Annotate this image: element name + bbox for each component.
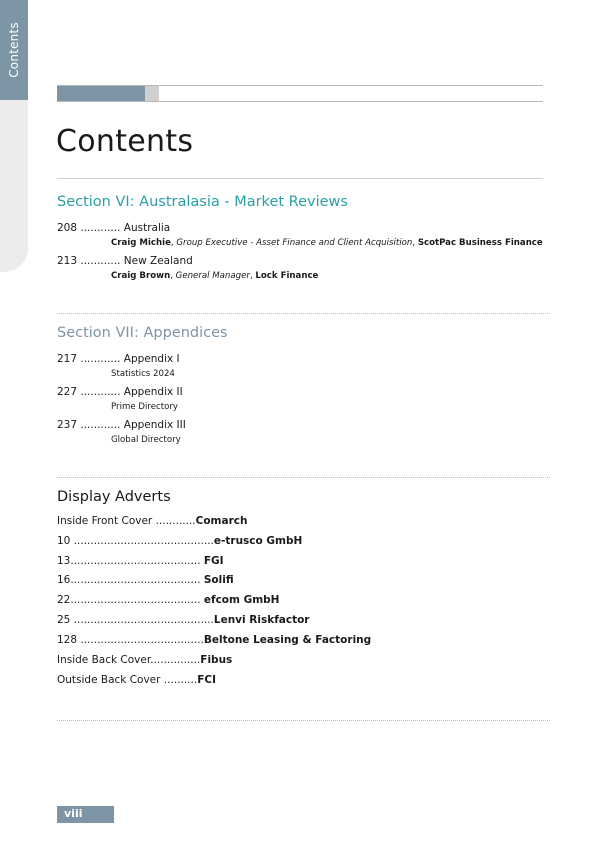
toc-page-dots: 217 ............ xyxy=(57,353,121,365)
advert-entry[interactable] xyxy=(57,614,309,626)
advert-name: efcom GmbH xyxy=(203,594,280,606)
advert-name: Comarch xyxy=(195,515,248,527)
toc-separator: , xyxy=(412,238,418,248)
header-bar-dark xyxy=(57,86,145,101)
advert-lead: Inside Front Cover ............ xyxy=(57,515,196,527)
advert-lead: 10 .......................................... xyxy=(57,535,214,547)
toc-page-dots: 213 ............ xyxy=(57,255,121,267)
advert-entry[interactable] xyxy=(57,654,232,666)
advert-lead: 128 ..................................... xyxy=(57,634,204,646)
adverts-heading: Display Adverts xyxy=(57,489,171,505)
page-title: Contents xyxy=(56,124,194,159)
toc-entry-sub: Prime Directory xyxy=(111,402,178,412)
advert-entry[interactable] xyxy=(57,594,279,606)
toc-author: Craig Michie xyxy=(111,238,171,248)
advert-name: FCI xyxy=(197,674,216,686)
advert-entry[interactable] xyxy=(57,515,247,527)
toc-entry[interactable] xyxy=(57,386,183,398)
advert-name: FGI xyxy=(203,555,224,567)
toc-entry[interactable] xyxy=(57,255,193,267)
page-number: viii xyxy=(64,807,83,820)
toc-role: Group Executive - Asset Finance and Client Acquisition xyxy=(176,238,413,248)
advert-entry[interactable] xyxy=(57,555,224,567)
section-divider xyxy=(57,720,550,721)
toc-page-dots: 208 ............ xyxy=(57,222,121,234)
section-7-heading: Section VII: Appendices xyxy=(57,325,228,341)
advert-name: Beltone Leasing & Factoring xyxy=(203,634,372,646)
toc-page-dots: 227 ............ xyxy=(57,386,121,398)
toc-entry[interactable] xyxy=(57,222,170,234)
title-rule xyxy=(57,178,543,179)
toc-company: Lock Finance xyxy=(255,271,319,281)
toc-title: Appendix I xyxy=(123,353,180,365)
toc-separator: , xyxy=(170,271,176,281)
toc-entry-byline xyxy=(111,271,318,281)
toc-entry[interactable] xyxy=(57,353,180,365)
toc-title: New Zealand xyxy=(123,255,193,267)
advert-entry[interactable] xyxy=(57,674,216,686)
advert-name: Solifi xyxy=(203,574,234,586)
toc-entry-sub: Global Directory xyxy=(111,435,181,445)
section-divider xyxy=(57,313,550,314)
header-rule-bottom xyxy=(57,101,543,102)
toc-entry-byline xyxy=(111,238,543,248)
header-bar-light xyxy=(145,86,159,101)
advert-name: Fibus xyxy=(200,654,233,666)
advert-entry[interactable] xyxy=(57,535,302,547)
side-strip xyxy=(0,100,28,272)
toc-title: Appendix III xyxy=(123,419,186,431)
toc-author: Craig Brown xyxy=(111,271,171,281)
advert-lead: 22....................................... xyxy=(57,594,204,606)
toc-role: General Manager xyxy=(175,271,250,281)
side-tab-label-wrap xyxy=(0,0,28,100)
toc-entry-sub: Statistics 2024 xyxy=(111,369,175,379)
toc-title: Appendix II xyxy=(123,386,183,398)
section-6-heading: Section VI: Australasia - Market Reviews xyxy=(57,194,348,210)
advert-name: Lenvi Riskfactor xyxy=(213,614,310,626)
page-number-box xyxy=(57,806,114,823)
toc-separator: , xyxy=(170,238,177,248)
advert-lead: Inside Back Cover............... xyxy=(57,654,201,666)
advert-lead: 25 .......................................... xyxy=(57,614,214,626)
toc-entry[interactable] xyxy=(57,419,186,431)
section-divider xyxy=(57,477,550,478)
advert-lead: Outside Back Cover .......... xyxy=(57,674,198,686)
advert-entry[interactable] xyxy=(57,574,234,586)
toc-title: Australia xyxy=(123,222,171,234)
advert-name: e-trusco GmbH xyxy=(213,535,303,547)
toc-separator: , xyxy=(249,271,256,281)
toc-page-dots: 237 ............ xyxy=(57,419,121,431)
toc-company: ScotPac Business Finance xyxy=(417,238,543,248)
advert-entry[interactable] xyxy=(57,634,371,646)
advert-lead: 16....................................... xyxy=(57,574,204,586)
side-tab-label: Contents xyxy=(7,22,22,78)
advert-lead: 13....................................... xyxy=(57,555,204,567)
